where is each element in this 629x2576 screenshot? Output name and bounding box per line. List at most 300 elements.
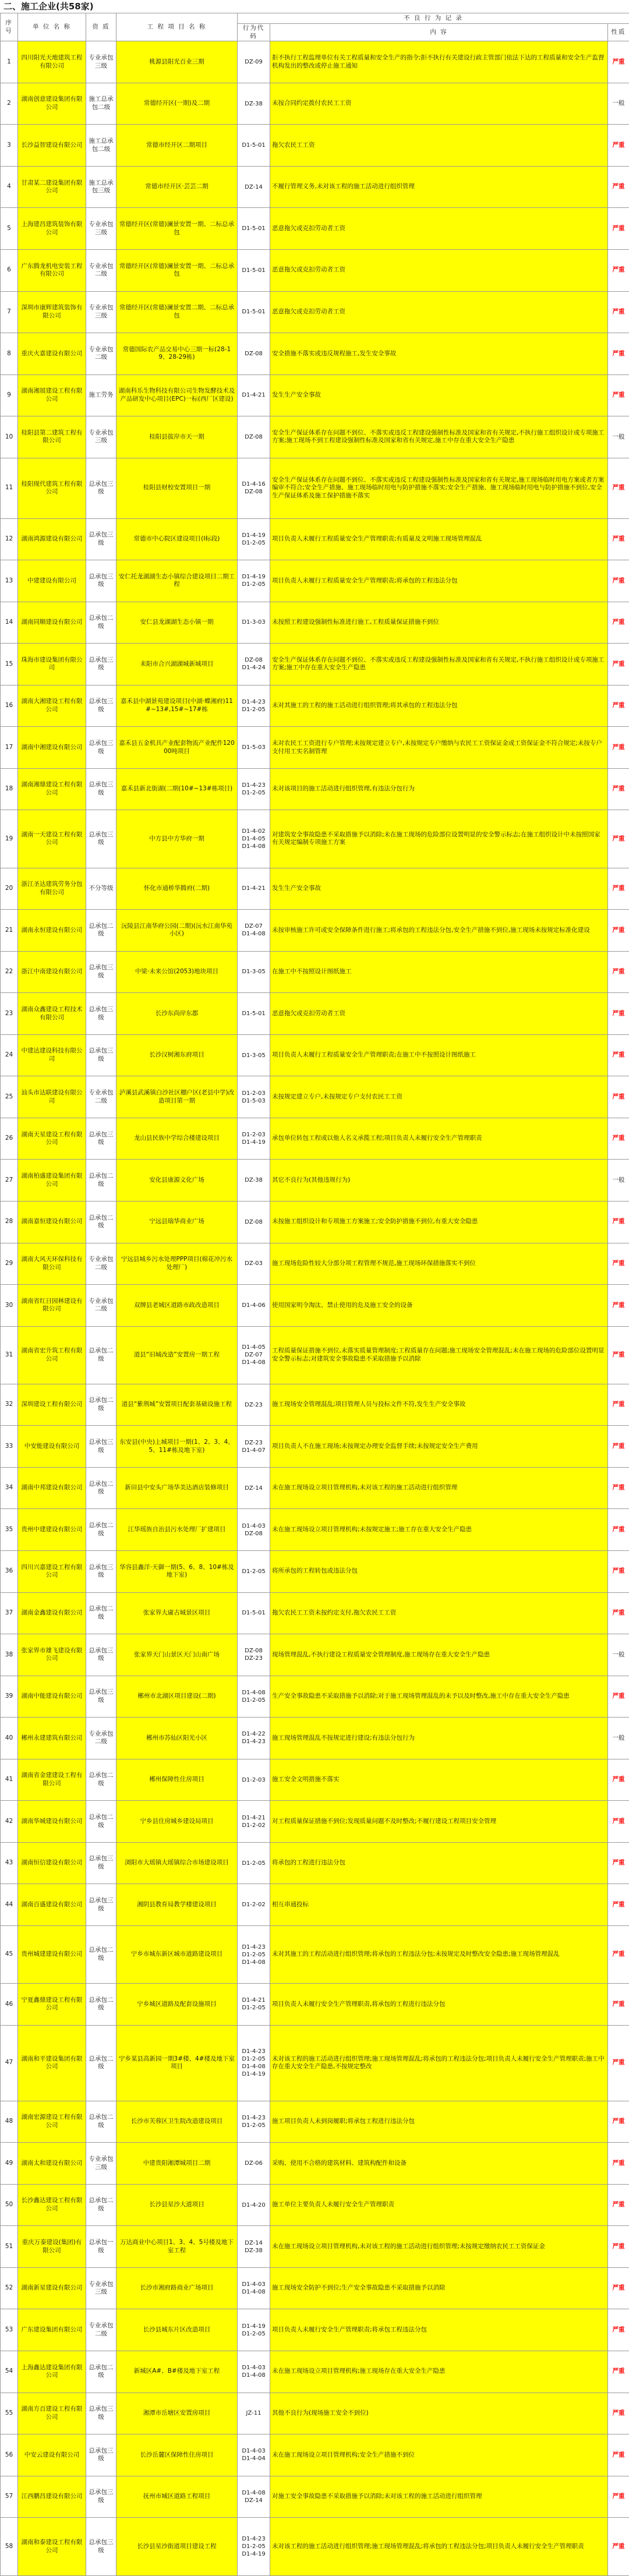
cell-unit: 湖南和泰建设工程有限公司 bbox=[18, 2518, 86, 2576]
table-row bbox=[1, 250, 629, 292]
cell-content: 使用国家明令淘汰、禁止使用的危及施工安全的设备 bbox=[270, 1285, 608, 1327]
cell-code: D1-4-08 DZ-14 bbox=[238, 2476, 270, 2518]
cell-content: 将所承包的工程转包或违法分包 bbox=[270, 1551, 608, 1593]
cell-content: 恶意拖欠或克扣劳动者工资 bbox=[270, 208, 608, 250]
header-code: 行为代码 bbox=[238, 24, 270, 41]
cell-project: 常德经开区(常德)澜景安置一期、二标总承包 bbox=[116, 208, 238, 250]
cell-seq: 6 bbox=[1, 250, 18, 292]
cell-severity: 严重 bbox=[608, 2351, 629, 2393]
cell-seq: 32 bbox=[1, 1384, 18, 1426]
cell-content: 未在施工现场设立项目管理机构;未按规定施工;施工存在重大安全生产隐患 bbox=[270, 1509, 608, 1551]
table-row bbox=[1, 1842, 629, 1884]
cell-seq: 11 bbox=[1, 458, 18, 518]
cell-severity: 严重 bbox=[608, 41, 629, 83]
cell-code: D1-4-22 D1-4-23 bbox=[238, 1718, 270, 1759]
cell-content: 未对其施工的工程的施工活动进行组织管理;将其承包的工程违法分包 bbox=[270, 685, 608, 727]
cell-unit: 中安云建设有限公司 bbox=[18, 2434, 86, 2476]
cell-code: DZ-08 bbox=[238, 333, 270, 375]
cell-seq: 19 bbox=[1, 810, 18, 868]
cell-code: DZ-38 bbox=[238, 83, 270, 125]
cell-unit: 桂阳现代建筑工程有限公司 bbox=[18, 458, 86, 518]
cell-unit: 湖南柏盛建设集团有限公司 bbox=[18, 1160, 86, 1202]
cell-qualification: 总承包二级 bbox=[86, 1326, 116, 1384]
cell-content: 恶意拖欠或克扣劳动者工资 bbox=[270, 291, 608, 333]
cell-severity: 严重 bbox=[608, 125, 629, 167]
cell-seq: 5 bbox=[1, 208, 18, 250]
cell-unit: 四川阳光天地建筑工程有限公司 bbox=[18, 41, 86, 83]
cell-code: D1-2-03 bbox=[238, 1759, 270, 1801]
cell-content: 未对农民工工资进行专户管理;未按规定建立专户,未按规定专户缴纳与农民工工资保证金或工资保证金不符合规定;未按专户支付用工实名制管理 bbox=[270, 727, 608, 769]
cell-qualification: 专业承包二级 bbox=[86, 1076, 116, 1118]
table-row bbox=[1, 2025, 629, 2101]
cell-content: 施工安全文明措施不落实 bbox=[270, 1759, 608, 1801]
cell-seq: 45 bbox=[1, 1925, 18, 1983]
cell-severity: 严重 bbox=[608, 910, 629, 952]
cell-qualification: 总承包三级 bbox=[86, 1676, 116, 1718]
cell-severity: 严重 bbox=[608, 1842, 629, 1884]
cell-qualification: 总承包三级 bbox=[86, 810, 116, 868]
cell-project: 抚州市城区道路工程项目 bbox=[116, 2476, 238, 2518]
cell-qualification: 专业承包二级 bbox=[86, 250, 116, 292]
cell-severity: 严重 bbox=[608, 333, 629, 375]
cell-code: DZ-06 bbox=[238, 2143, 270, 2185]
cell-unit: 湖南嘉恒建设有限公司 bbox=[18, 1201, 86, 1243]
table-row bbox=[1, 644, 629, 685]
cell-project: 道县“紫荆城”安置项目配套基础设施工程 bbox=[116, 1384, 238, 1426]
cell-code: D1-5-01 bbox=[238, 993, 270, 1035]
header-record-group: 不 良 行 为 记 录 bbox=[238, 13, 629, 24]
cell-content: 项目负责人未履行工程质量安全生产管理职责;有质量及文明施工现场管理混乱 bbox=[270, 518, 608, 560]
cell-qualification: 施工总承包二级 bbox=[86, 125, 116, 167]
cell-qualification: 总承包二级 bbox=[86, 1509, 116, 1551]
cell-content: 施工现场安全管理混乱;项目管理人员与投标文件不符,发生生产安全事故 bbox=[270, 1384, 608, 1426]
cell-project: 长沙县星沙街道项目建设工程 bbox=[116, 2518, 238, 2576]
cell-severity: 严重 bbox=[608, 1925, 629, 1983]
cell-code: D1-4-06 bbox=[238, 1285, 270, 1327]
cell-code: D1-4-08 D1-2-05 bbox=[238, 1676, 270, 1718]
cell-seq: 27 bbox=[1, 1160, 18, 1202]
cell-qualification: 总承包一级 bbox=[86, 2226, 116, 2268]
cell-content: 工程质量保证措施不到位,未落实质量管理制度;工程质量存在问题;施工现场安全管理混乱;未在施工现场的危险部位设置明显安全警示标志;对建筑安全事故隐患不采取措施予以消除 bbox=[270, 1326, 608, 1384]
cell-qualification: 专业承包二级 bbox=[86, 1285, 116, 1327]
cell-qualification: 总承包三级 bbox=[86, 1426, 116, 1468]
cell-code: D1-5-01 bbox=[238, 291, 270, 333]
cell-qualification: 总承包三级 bbox=[86, 1884, 116, 1926]
cell-project: 宁远县城乡污水处理PPP项目(棉花冲污水处理厂) bbox=[116, 1243, 238, 1285]
cell-project: 常德市中心院区建设项目(I标段) bbox=[116, 518, 238, 560]
cell-code: D1-4-23 D1-2-05 D1-4-08 D1-4-19 bbox=[238, 2025, 270, 2101]
cell-content: 拖欠农民工工资未按约定支付,拖欠农民工工资 bbox=[270, 1592, 608, 1634]
cell-project: 新城区A#、B#楼及地下室工程 bbox=[116, 2351, 238, 2393]
cell-content: 未按施工组织设计和专项施工方案施工;安全防护措施不到位,有重大安全隐患 bbox=[270, 1201, 608, 1243]
table-row bbox=[1, 1426, 629, 1468]
cell-qualification: 专业承包三级 bbox=[86, 41, 116, 83]
cell-severity: 严重 bbox=[608, 810, 629, 868]
cell-seq: 42 bbox=[1, 1801, 18, 1843]
cell-seq: 2 bbox=[1, 83, 18, 125]
cell-severity: 严重 bbox=[608, 1592, 629, 1634]
cell-unit: 湖南中邦建设有限公司 bbox=[18, 1467, 86, 1509]
cell-seq: 3 bbox=[1, 125, 18, 167]
cell-content: 安全措施不落实或违反规程施工,发生安全事故 bbox=[270, 333, 608, 375]
cell-content: 将承包的工程进行违法分包 bbox=[270, 1842, 608, 1884]
cell-severity: 一般 bbox=[608, 83, 629, 125]
cell-code: D1-4-23 D1-2-05 D1-4-08 bbox=[238, 1925, 270, 1983]
cell-project: 长沙市湘府路商业广场项目 bbox=[116, 2267, 238, 2309]
cell-content: 对建筑安全事故隐患不采取措施予以消除;未在施工现场的危险部位设置明显的安全警示标志;在施工组织设计中未按照国家有关规定编制专项施工方案 bbox=[270, 810, 608, 868]
cell-seq: 31 bbox=[1, 1326, 18, 1384]
cell-qualification: 专业承包三级 bbox=[86, 2143, 116, 2185]
cell-code: DZ-08 bbox=[238, 416, 270, 458]
cell-project: 湖南科乐生物科技有限公司生物发酵技术及产品研发中心项目(EPC)一标(西厂区建设) bbox=[116, 374, 238, 416]
cell-project: 郴州保障性住房项目 bbox=[116, 1759, 238, 1801]
cell-severity: 严重 bbox=[608, 1326, 629, 1384]
cell-project: 长沙汉树湘东府项目 bbox=[116, 1034, 238, 1076]
cell-severity: 严重 bbox=[608, 2518, 629, 2576]
cell-seq: 22 bbox=[1, 951, 18, 993]
cell-severity: 严重 bbox=[608, 166, 629, 208]
cell-seq: 4 bbox=[1, 166, 18, 208]
cell-seq: 52 bbox=[1, 2267, 18, 2309]
header-content: 内 容 bbox=[270, 24, 608, 41]
table-row bbox=[1, 727, 629, 769]
table-row bbox=[1, 1718, 629, 1759]
cell-unit: 珠海市建设集团有限公司 bbox=[18, 644, 86, 685]
cell-unit: 广东腾龙机电安装工程有限公司 bbox=[18, 250, 86, 292]
cell-qualification: 总承包三级 bbox=[86, 2393, 116, 2434]
cell-qualification: 总承包三级 bbox=[86, 518, 116, 560]
cell-content: 恶意拖欠或克扣劳动者工资 bbox=[270, 250, 608, 292]
cell-code: D1-5-01 bbox=[238, 1592, 270, 1634]
table-row bbox=[1, 1201, 629, 1243]
cell-project: 嘉禾县五金机具产业配套物流产业配件12000吨项目 bbox=[116, 727, 238, 769]
cell-code: DZ-08 D1-4-24 bbox=[238, 644, 270, 685]
cell-project: 安仁托龙湖湖生态小镇综合建设项目二期工程 bbox=[116, 560, 238, 602]
cell-content: 未对该工程的施工活动进行组织管理;施工现场管理混乱;将承包的工程违法分包;项目负责人未履行安全生产管理职责;施工中存在重大安全生产隐患,不按规定整改 bbox=[270, 2025, 608, 2101]
cell-unit: 重庆万泰建设(集团)有限公司 bbox=[18, 2226, 86, 2268]
cell-project: 龙山县民族中学综合楼建设项目 bbox=[116, 1118, 238, 1160]
cell-qualification: 总承包三级 bbox=[86, 1118, 116, 1160]
table-row bbox=[1, 1384, 629, 1426]
cell-seq: 40 bbox=[1, 1718, 18, 1759]
table-row bbox=[1, 2143, 629, 2185]
cell-code: D1-4-21 D1-2-02 bbox=[238, 1801, 270, 1843]
cell-qualification: 总承包二级 bbox=[86, 2025, 116, 2101]
table-row bbox=[1, 1326, 629, 1384]
cell-qualification: 总承包三级 bbox=[86, 644, 116, 685]
cell-content: 其他不良行为(现场施工安全不到位) bbox=[270, 2393, 608, 2434]
cell-qualification: 总承包二级 bbox=[86, 1384, 116, 1426]
cell-qualification: 总承包二级 bbox=[86, 1467, 116, 1509]
cell-severity: 严重 bbox=[608, 1551, 629, 1593]
cell-severity: 严重 bbox=[608, 1509, 629, 1551]
cell-seq: 17 bbox=[1, 727, 18, 769]
table-row bbox=[1, 685, 629, 727]
cell-qualification: 总承包三级 bbox=[86, 768, 116, 810]
cell-seq: 1 bbox=[1, 41, 18, 83]
cell-unit: 深圳建设工程有限公司 bbox=[18, 1384, 86, 1426]
cell-unit: 长沙鑫达建设工程有限公司 bbox=[18, 2184, 86, 2226]
cell-code: DZ-03 bbox=[238, 1243, 270, 1285]
cell-severity: 严重 bbox=[608, 1676, 629, 1718]
cell-code: D1-4-23 D1-2-05 D1-4-19 bbox=[238, 2518, 270, 2576]
cell-content: 未对该工程的施工活动进行组织管理;施工现场管理混乱;将承包的工程违法分包;项目负责人未履行安全生产管理职责 bbox=[270, 2518, 608, 2576]
table-header bbox=[1, 13, 629, 41]
cell-seq: 21 bbox=[1, 910, 18, 952]
cell-code: DZ-14 bbox=[238, 166, 270, 208]
table-row bbox=[1, 333, 629, 375]
cell-content: 项目负责人未履行工程质量安全生产管理职责;在施工中不按照设计图纸施工 bbox=[270, 1034, 608, 1076]
cell-seq: 12 bbox=[1, 518, 18, 560]
cell-qualification: 专业承包二级 bbox=[86, 333, 116, 375]
cell-qualification: 总承包三级 bbox=[86, 727, 116, 769]
cell-qualification: 总承包二级 bbox=[86, 1201, 116, 1243]
cell-project: 长沙岳麓区保障性住房项目 bbox=[116, 2434, 238, 2476]
cell-severity: 严重 bbox=[608, 1801, 629, 1843]
cell-unit: 湖南大风天环保科技有限公司 bbox=[18, 1243, 86, 1285]
cell-project: 桂阳县拔岸市天一期 bbox=[116, 416, 238, 458]
cell-project: 道县“旧城改造”安置房一期工程 bbox=[116, 1326, 238, 1384]
cell-qualification: 专业承包三级 bbox=[86, 2267, 116, 2309]
cell-code: D1-5-03 bbox=[238, 727, 270, 769]
cell-unit: 中建建设有限公司 bbox=[18, 560, 86, 602]
cell-severity: 一般 bbox=[608, 416, 629, 458]
cell-content: 未对其施工的工程活动进行组织管理;将承包的工程违法分包;未按规定及时整改安全隐患;施工现场管理混乱 bbox=[270, 1925, 608, 1983]
cell-code: D1-5-01 bbox=[238, 250, 270, 292]
cell-code: D1-2-05 bbox=[238, 1842, 270, 1884]
table-row bbox=[1, 602, 629, 644]
cell-severity: 严重 bbox=[608, 1884, 629, 1926]
cell-qualification: 总承包三级 bbox=[86, 1034, 116, 1076]
cell-severity: 严重 bbox=[608, 458, 629, 518]
cell-qualification: 专业承包二级 bbox=[86, 2309, 116, 2351]
cell-code: DZ-14 DZ-38 bbox=[238, 2226, 270, 2268]
cell-severity: 严重 bbox=[608, 2434, 629, 2476]
cell-severity: 严重 bbox=[608, 2025, 629, 2101]
cell-unit: 湖南中湘建设有限公司 bbox=[18, 727, 86, 769]
cell-code: D1-4-20 bbox=[238, 2184, 270, 2226]
cell-project: 张家界大庸古城景区项目 bbox=[116, 1592, 238, 1634]
cell-seq: 53 bbox=[1, 2309, 18, 2351]
table-row bbox=[1, 560, 629, 602]
cell-unit: 贵州中建建设有限公司 bbox=[18, 1509, 86, 1551]
cell-code: DZ-23 D1-4-07 bbox=[238, 1426, 270, 1468]
header-severity: 性质 bbox=[608, 24, 629, 41]
cell-unit: 湖南天星建设工程有限公司 bbox=[18, 1118, 86, 1160]
cell-code: D1-4-03 D1-4-04 bbox=[238, 2434, 270, 2476]
cell-content: 对工程质量保证措施不到位;发现质量问题不及时整改;不履行建设工程项目安全管理 bbox=[270, 1801, 608, 1843]
cell-seq: 33 bbox=[1, 1426, 18, 1468]
table-row bbox=[1, 951, 629, 993]
cell-project: 桂阳县财校安置项目一期 bbox=[116, 458, 238, 518]
cell-qualification: 总承包二级 bbox=[86, 1925, 116, 1983]
table-row bbox=[1, 83, 629, 125]
cell-severity: 严重 bbox=[608, 250, 629, 292]
cell-unit: 宁夏鑫鼎建设工程有限公司 bbox=[18, 1984, 86, 2026]
cell-severity: 严重 bbox=[608, 374, 629, 416]
cell-unit: 湖南省宏升筑工程有限公司 bbox=[18, 1326, 86, 1384]
cell-content: 生产安全事故隐患不采取措施予以消除;对于施工现场管理混乱的未予以及时整改,施工中存在重大安全生产隐患 bbox=[270, 1676, 608, 1718]
cell-code: D1-4-23 D1-2-05 bbox=[238, 685, 270, 727]
cell-qualification: 总承包三级 bbox=[86, 685, 116, 727]
table-row bbox=[1, 458, 629, 518]
cell-code: D1-4-03 DZ-08 bbox=[238, 1509, 270, 1551]
cell-severity: 严重 bbox=[608, 2309, 629, 2351]
cell-project: 万达商业中心项目1、3、4、5号楼及地下室工程 bbox=[116, 2226, 238, 2268]
cell-seq: 35 bbox=[1, 1509, 18, 1551]
cell-unit: 湖南省金建建设工程有限公司 bbox=[18, 1759, 86, 1801]
cell-qualification: 施工总承包二级 bbox=[86, 83, 116, 125]
cell-content: 安全生产保证体系存在问题不到位、不落实或违反工程建设强制性标准及国家和省有关规定,不执行施工组织设计或专项施工方案;施工中存在重大安全生产隐患 bbox=[270, 644, 608, 685]
cell-qualification: 总承包二级 bbox=[86, 2101, 116, 2143]
cell-unit: 广东建设集团有限公司 bbox=[18, 2309, 86, 2351]
cell-content: 采购、使用不合格的建筑材料、建筑构配件和设备 bbox=[270, 2143, 608, 2185]
cell-unit: 湖南同顺建设有限公司 bbox=[18, 602, 86, 644]
header-project: 工 程 项 目 名 称 bbox=[116, 13, 238, 41]
cell-project: 安仁县龙湖湖生态小镇一期 bbox=[116, 602, 238, 644]
table-row bbox=[1, 2393, 629, 2434]
cell-severity: 严重 bbox=[608, 208, 629, 250]
cell-content: 施工现场管理混乱不按规定进行建设;有违法分包行为 bbox=[270, 1718, 608, 1759]
cell-unit: 湖南恒信建设有限公司 bbox=[18, 1842, 86, 1884]
cell-qualification: 总承包二级 bbox=[86, 910, 116, 952]
cell-content: 其它不良行为(其他违规行为) bbox=[270, 1160, 608, 1202]
cell-content: 施工现场安全防护不到位;生产安全事故隐患不采取措施予以消除 bbox=[270, 2267, 608, 2309]
cell-content: 未按审核施工许可或安全保障条件进行施工;将承包的工程违法分包,安全生产措施不到位,施工现场未按规定标准化建设 bbox=[270, 910, 608, 952]
cell-project: 嘉禾县新北街湖(二期(10#~13#栋项目) bbox=[116, 768, 238, 810]
cell-project: 东安县(中央)上城项目一期(1、2、3、4、5、11#栋及地下室) bbox=[116, 1426, 238, 1468]
cell-project: 中建贵阳湘潭城项目二期 bbox=[116, 2143, 238, 2185]
cell-content: 拒不执行工程监理单位有关工程质量和安全生产的指令;拒不执行有关建设行政主管部门依法下达的工程质量和安全生产监督机构发出的整改或停止施工通知 bbox=[270, 41, 608, 83]
cell-severity: 严重 bbox=[608, 518, 629, 560]
cell-severity: 严重 bbox=[608, 1759, 629, 1801]
cell-qualification: 专业承包三级 bbox=[86, 291, 116, 333]
cell-qualification: 总承包三级 bbox=[86, 993, 116, 1035]
cell-severity: 严重 bbox=[608, 644, 629, 685]
cell-content: 在施工中不按照设计图纸施工 bbox=[270, 951, 608, 993]
cell-project: 宁乡城区道路及配套设施项目 bbox=[116, 1984, 238, 2026]
cell-project: 湘潭市岳塘区安置房项目 bbox=[116, 2393, 238, 2434]
cell-project: 宁乡某县高新园一期3#楼、4#楼及地下室项目 bbox=[116, 2025, 238, 2101]
cell-code: D1-4-03 D1-4-08 bbox=[238, 2267, 270, 2309]
cell-code: D1-4-16 DZ-08 bbox=[238, 458, 270, 518]
cell-code: D1-5-01 bbox=[238, 125, 270, 167]
cell-unit: 重庆火嘉建设有限公司 bbox=[18, 333, 86, 375]
cell-project: 江华瑶族自治县污水处理厂扩建项目 bbox=[116, 1509, 238, 1551]
cell-project: 宁乡县住房城乡建设局项目 bbox=[116, 1801, 238, 1843]
cell-unit: 汕头市达联建设有限公司 bbox=[18, 1076, 86, 1118]
cell-unit: 湖南金鑫建设有限公司 bbox=[18, 1592, 86, 1634]
cell-project: 常德经开区(常德)澜景安置二期、二标总承包 bbox=[116, 291, 238, 333]
cell-project: 怀化市通桥华腾府(二期) bbox=[116, 868, 238, 910]
cell-code: D1-4-21 bbox=[238, 868, 270, 910]
cell-unit: 中建达建设科技有限公司 bbox=[18, 1034, 86, 1076]
cell-severity: 严重 bbox=[608, 2476, 629, 2518]
cell-code: D1-2-03 D1-4-19 bbox=[238, 1118, 270, 1160]
cell-severity: 严重 bbox=[608, 1201, 629, 1243]
cell-seq: 23 bbox=[1, 993, 18, 1035]
cell-severity: 严重 bbox=[608, 1426, 629, 1468]
table-row bbox=[1, 1676, 629, 1718]
cell-code: DZ-07 D1-4-08 bbox=[238, 910, 270, 952]
cell-seq: 36 bbox=[1, 1551, 18, 1593]
cell-seq: 44 bbox=[1, 1884, 18, 1926]
cell-qualification: 总承包三级 bbox=[86, 560, 116, 602]
cell-severity: 一般 bbox=[608, 1634, 629, 1676]
cell-code: D1-4-23 D1-2-05 bbox=[238, 768, 270, 810]
table-row bbox=[1, 993, 629, 1035]
cell-project: 郴州市北湖区项目建设(二期) bbox=[116, 1676, 238, 1718]
cell-unit: 湖南中能建设有限公司 bbox=[18, 1676, 86, 1718]
header-unit: 单 位 名 称 bbox=[18, 13, 86, 41]
cell-qualification: 总承包三级 bbox=[86, 1842, 116, 1884]
cell-project: 安化县康源文化广场 bbox=[116, 1160, 238, 1202]
cell-project: 郴州市苏仙区阳光小区 bbox=[116, 1718, 238, 1759]
table-body bbox=[1, 41, 629, 2576]
cell-severity: 严重 bbox=[608, 1384, 629, 1426]
cell-seq: 8 bbox=[1, 333, 18, 375]
violations-table bbox=[0, 13, 629, 2576]
cell-unit: 湖南新星建设有限公司 bbox=[18, 2267, 86, 2309]
cell-severity: 严重 bbox=[608, 1243, 629, 1285]
table-row bbox=[1, 910, 629, 952]
cell-qualification: 专业承包三级 bbox=[86, 208, 116, 250]
cell-unit: 湖南一天建设工程有限公司 bbox=[18, 810, 86, 868]
cell-unit: 湖南华城建设有限公司 bbox=[18, 1801, 86, 1843]
cell-content: 施工项目负责人未到岗履职;将承包工程进行违法分包 bbox=[270, 2101, 608, 2143]
table-row bbox=[1, 768, 629, 810]
cell-severity: 严重 bbox=[608, 1118, 629, 1160]
cell-unit: 湖南太和建设有限公司 bbox=[18, 2143, 86, 2185]
cell-qualification: 总承包二级 bbox=[86, 1592, 116, 1634]
cell-qualification: 不分等级 bbox=[86, 868, 116, 910]
cell-project: 常德国际农产品交易中心三期一标(28-19、28-29栋) bbox=[116, 333, 238, 375]
cell-qualification: 总承包二级 bbox=[86, 1801, 116, 1843]
cell-unit: 上海鑫达建设集团有限公司 bbox=[18, 2351, 86, 2393]
cell-seq: 26 bbox=[1, 1118, 18, 1160]
table-row bbox=[1, 1118, 629, 1160]
cell-seq: 15 bbox=[1, 644, 18, 685]
cell-severity: 严重 bbox=[608, 2393, 629, 2434]
cell-severity: 严重 bbox=[608, 951, 629, 993]
cell-qualification: 总承包三级 bbox=[86, 2434, 116, 2476]
cell-unit: 湖南湘展建设工程有限公司 bbox=[18, 374, 86, 416]
cell-code: D1-4-23 D1-2-05 bbox=[238, 2101, 270, 2143]
cell-seq: 16 bbox=[1, 685, 18, 727]
cell-unit: 张家界市雄飞建设有限公司 bbox=[18, 1634, 86, 1676]
table-row bbox=[1, 810, 629, 868]
cell-code: DZ-23 bbox=[238, 1384, 270, 1426]
table-row bbox=[1, 1759, 629, 1801]
cell-seq: 14 bbox=[1, 602, 18, 644]
cell-seq: 41 bbox=[1, 1759, 18, 1801]
cell-project: 长沙东尚岸东郡 bbox=[116, 993, 238, 1035]
cell-severity: 严重 bbox=[608, 2184, 629, 2226]
cell-code: DZ-14 bbox=[238, 1467, 270, 1509]
cell-seq: 18 bbox=[1, 768, 18, 810]
cell-unit: 贵州城建建设有限公司 bbox=[18, 1925, 86, 1983]
cell-project: 常德经开区(一期)及二期 bbox=[116, 83, 238, 125]
cell-project: 泸溪县武溪镇白沙社区棚户区(老县中学)改造项目第一期 bbox=[116, 1076, 238, 1118]
cell-seq: 56 bbox=[1, 2434, 18, 2476]
cell-qualification: 总承包三级 bbox=[86, 1634, 116, 1676]
cell-unit: 江西鹏昌建设有限公司 bbox=[18, 2476, 86, 2518]
cell-severity: 严重 bbox=[608, 602, 629, 644]
cell-severity: 严重 bbox=[608, 993, 629, 1035]
table-row bbox=[1, 291, 629, 333]
cell-content: 未在施工现场设立项目管理机构;安全生产措施不到位 bbox=[270, 2434, 608, 2476]
table-row bbox=[1, 1634, 629, 1676]
